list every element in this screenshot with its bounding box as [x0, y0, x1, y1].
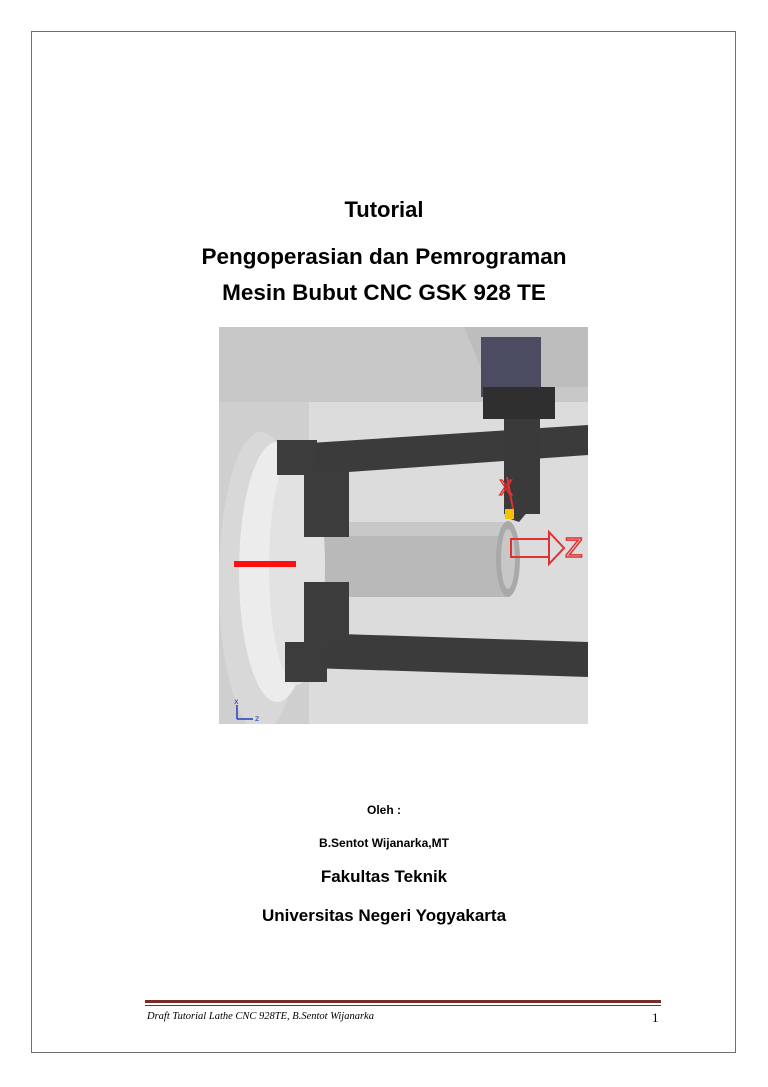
document-subtitle-line-2: Mesin Bubut CNC GSK 928 TE — [222, 280, 546, 305]
faculty-name: Fakultas Teknik — [320, 867, 448, 886]
footer-rule-thick — [145, 1000, 661, 1003]
triad-z-label: z — [255, 714, 260, 723]
cover-image-cnc-lathe — [219, 327, 588, 724]
page-number: 1 — [652, 1010, 659, 1025]
university-name: Universitas Negeri Yogyakarta — [261, 906, 507, 925]
footer-text: Draft Tutorial Lathe CNC 928TE, B.Sentot Wijanarka — [147, 1011, 374, 1022]
z-axis-label: Z — [565, 534, 583, 564]
chuck-jaw-bottom — [304, 582, 349, 647]
chuck-marker — [234, 561, 296, 567]
by-label: Oleh : — [366, 803, 401, 817]
triad-x-label: x — [234, 697, 239, 706]
document-subtitle-line-1: Pengoperasian dan Pemrograman — [201, 244, 567, 269]
author-name: B.Sentot Wijanarka,MT — [319, 836, 449, 850]
x-axis-label: X — [499, 476, 513, 500]
tool-tip — [505, 509, 514, 519]
footer-rule-thin — [145, 1005, 661, 1006]
document-title: Tutorial — [344, 197, 424, 222]
